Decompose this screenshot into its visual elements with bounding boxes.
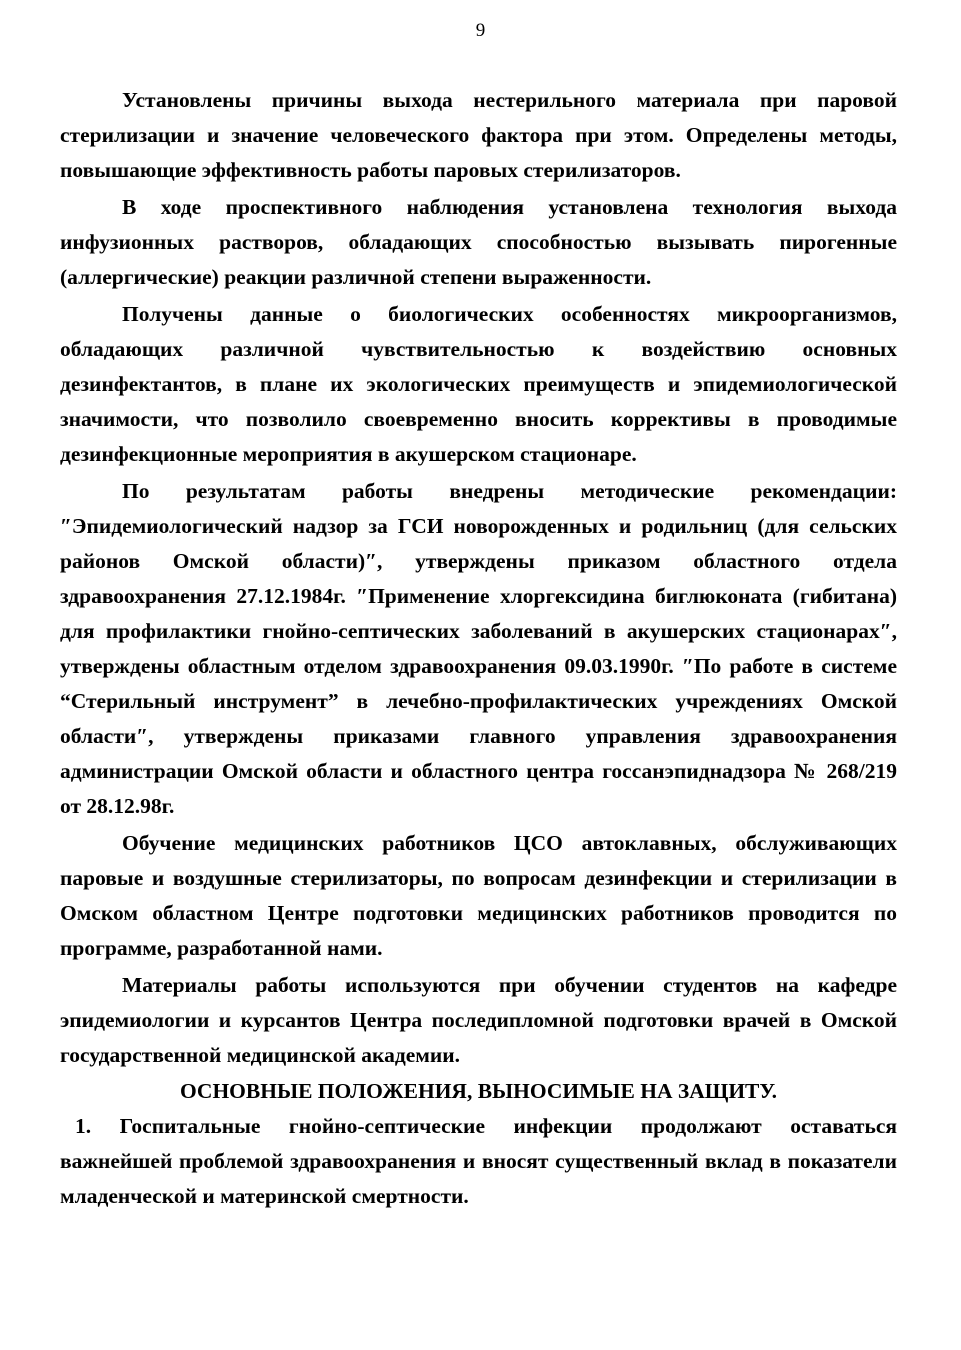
paragraph-recommendations: По результатам работы внедрены методические рекомендации: ″Эпидемиологический надзор за ГСИ новорожденных и родильниц (для сельских районов Омской области)″, утверждены приказом областного отдела здравоохранения 27.12.1984г. ″Применение хлоргексидина биглюконата (гибитана) для профилактики гнойно-септических заболеваний в акушерских стационарах″, утверждены областным отделом здравоохранения 09.03.1990г. ″По работе в системе “Стерильный инструмент” в лечебно-профилактических учреждениях Омской области″, утверждены приказами главного управления здравоохранения администрации Омской области и областного центра госсанэпиднадзора № 268/219 от 28.12.98г. bbox=[60, 479, 897, 818]
paragraph-academy-materials: Материалы работы используются при обучении студентов на кафедре эпидемиологии и курсантов Центра последипломной подготовки врачей в Омской государственной медицинской академии. bbox=[60, 973, 897, 1067]
paragraph-staff-training: Обучение медицинских работников ЦСО автоклавных, обслуживающих паровые и воздушные стерилизаторы, по вопросам дезинфекции и стерилизации в Омском областном Центре подготовки медицинских работников проводится по программе, разработанной нами. bbox=[60, 831, 897, 960]
section-heading: ОСНОВНЫЕ ПОЛОЖЕНИЯ, ВЫНОСИМЫЕ НА ЗАЩИТУ. bbox=[179, 1079, 778, 1103]
numbered-item: 1. Госпитальные гнойно-септические инфекции продолжают оставаться важнейшей проблемой здравоохранения и вносят существенный вклад в показатели младенческой и материнской смертности. bbox=[60, 1114, 897, 1208]
page-number: 9 bbox=[475, 20, 486, 41]
paragraph-steam-sterilization: Установлены причины выхода нестерильного материала при паровой стерилизации и значение человеческого фактора при этом. Определены методы, повышающие эффективность работы паровых стерилизаторов. bbox=[60, 88, 897, 182]
document-body bbox=[60, 83, 897, 1214]
paragraph-infusion-solutions: В ходе проспективного наблюдения установлена технология выхода инфузионных растворов, обладающих способностью вызывать пирогенные (аллергические) реакции различной степени выраженности. bbox=[60, 195, 897, 289]
paragraph-microorganisms: Получены данные о биологических особенностях микроорганизмов, обладающих различной чувствительностью к воздействию основных дезинфектантов, в плане их экологических преимуществ и эпидемиологической значимости, что позволило своевременно вносить коррективы в проводимые дезинфекционные мероприятия в акушерском стационаре. bbox=[60, 302, 897, 466]
